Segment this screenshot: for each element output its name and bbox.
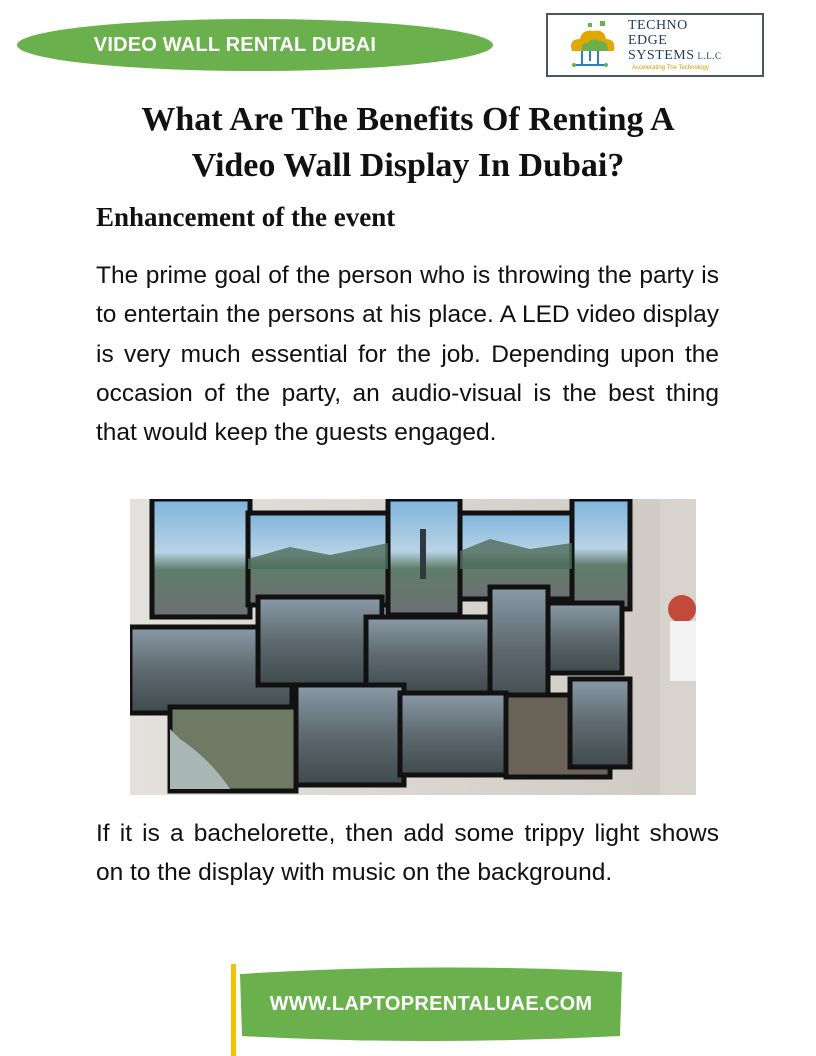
company-logo [546,13,764,77]
logo-text-systems-word: SYSTEMS [628,48,695,63]
footer-accent-bar [231,964,236,1056]
page-title-line2: Video Wall Display In Dubai? [191,147,625,184]
page-title [60,97,756,189]
cloud-circuit-logo-icon [558,21,620,71]
page-title-line1: What Are The Benefits Of Renting A [141,101,675,138]
footer-url-link[interactable]: WWW.LAPTOPRENTALUAE.COM [269,992,593,1015]
logo-text-systems [628,48,722,64]
body-paragraph-2: If it is a bachelorette, then add some trippy light shows on to the display with music on the background. [96,820,719,887]
video-wall-photo [130,499,696,795]
logo-tagline: Accelerating The Technology [632,65,709,71]
body-paragraph-1: The prime goal of the person who is throwing the party is to entertain the persons at his place. A LED video display is very much essential for the job. Depending upon the occasion of the party, an audio-visual is the best thing that would keep the guests engaged. [96,262,719,447]
logo-text-edge: EDGE [628,33,668,48]
header-banner [16,16,494,74]
video-wall-illustration [130,499,696,795]
footer-url-banner[interactable] [240,966,622,1042]
logo-text-techno: TECHNO [628,18,688,33]
section-heading: Enhancement of the event [96,202,396,232]
header-banner-label: VIDEO WALL RENTAL DUBAI [93,33,377,56]
logo-text-llc: L.L.C [697,51,722,61]
